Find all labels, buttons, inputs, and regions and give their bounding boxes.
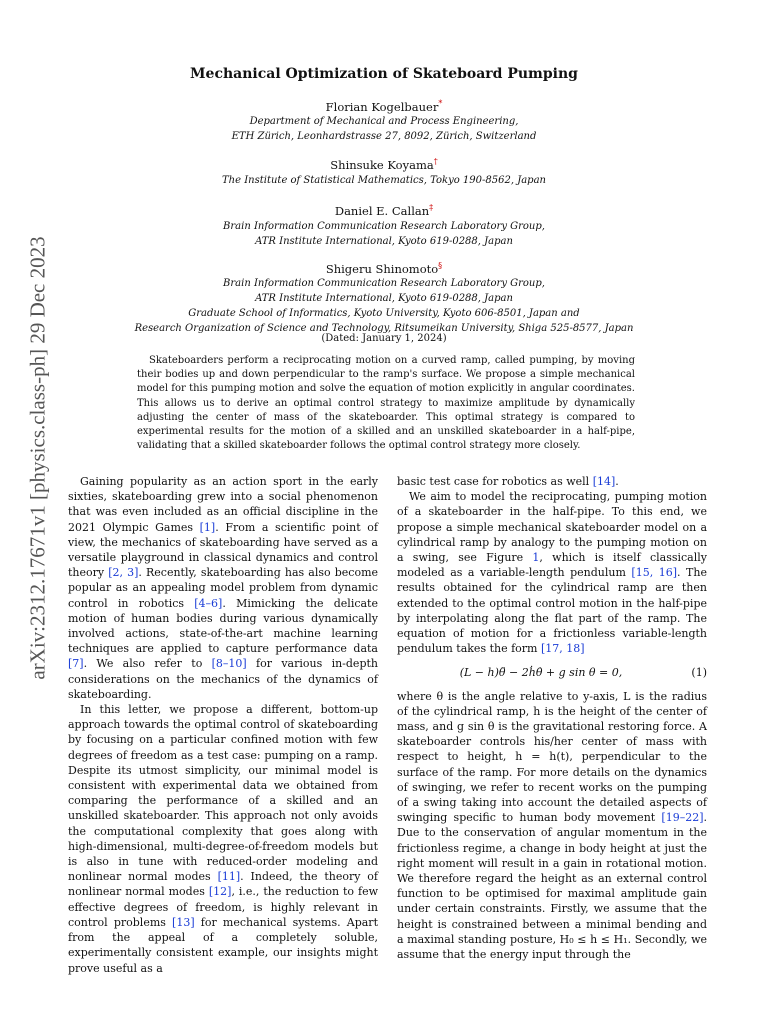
affiliation-4 <box>0 276 768 336</box>
author-4 <box>0 261 768 276</box>
text-run: . Indeed, the theory of nonlinear normal modes <box>68 870 378 899</box>
citation-link[interactable]: [7] <box>68 657 84 671</box>
paragraph <box>397 489 707 656</box>
paragraph <box>397 474 707 489</box>
citation-link[interactable]: [19–22] <box>661 811 704 825</box>
affiliation-line: The Institute of Statistical Mathematics, Tokyo 190-8562, Japan <box>222 175 546 186</box>
affiliation-line: ETH Zürich, Leonhardstrasse 27, 8092, Zürich, Switzerland <box>231 131 537 142</box>
affiliation-line: Brain Information Communication Research Laboratory Group, <box>223 278 545 289</box>
text-run: . From a scientific point of view, the mechanics of skateboarding have served as a versatile playground in classical dynamics and control theory <box>68 520 378 580</box>
affiliation-2 <box>0 173 768 188</box>
abstract-text: Skateboarders perform a reciprocating motion on a curved ramp, called pumping, by moving their bodies up and down perpendicular to the ramp's surface. We propose a simple mechanical model for this pumping motion and solve the equation of motion explicitly in angular coordinates. This allows us to derive an optimal control strategy to maximize amplitude by dynamically adjusting the center of mass of the skateboarder. This optimal strategy is compared to experimental results for the motion of a skilled and an unskilled skateboarder in a half-pipe, validating that a skilled skateboarder follows the optimal control strategy more closely. <box>137 355 635 452</box>
affiliation-line: ATR Institute International, Kyoto 619-0288, Japan <box>255 293 513 304</box>
text-run: , which is itself classically modeled as a variable-length pendulum <box>397 551 707 580</box>
text-run: Gaining popularity as an action sport in the early sixties, skateboarding grew into a social phenomenon that was even included as an official discipline in the 2021 Olympic Games <box>68 475 378 534</box>
citation-link[interactable]: [2, 3] <box>108 566 139 580</box>
paragraph <box>397 689 707 963</box>
citation-link[interactable]: [11] <box>217 870 241 884</box>
author-mark: † <box>433 157 438 166</box>
text-run: We aim to model the reciprocating, pumping motion of a skateboarder in the half-pipe. To this end, we propose a simple mechanical skateboarder model on a cylindrical ramp by analogy to the pumping motion on a swing, see Figure <box>397 490 707 565</box>
citation-link[interactable]: [4–6] <box>194 596 223 610</box>
text-run: . <box>615 475 619 488</box>
author-2 <box>0 157 768 172</box>
citation-link[interactable]: [1] <box>199 520 216 534</box>
text-run: . The results obtained for the cylindrical ramp are then extended to the optimal control motion in the half-pipe by interpolating along the flat part of the ramp. The equation of motion for a frictionless variable-length pendulum takes the form <box>397 566 707 656</box>
affiliation-1 <box>0 114 768 144</box>
citation-link[interactable]: [14] <box>592 475 616 488</box>
author-mark: * <box>438 99 443 108</box>
author-3 <box>0 203 768 218</box>
text-run: , i.e., the reduction to few effective degrees of freedom, is highly relevant in control problems <box>68 885 378 929</box>
author-mark: ‡ <box>429 203 434 212</box>
paper-title: Mechanical Optimization of Skateboard Pumping <box>190 66 578 82</box>
affiliation-3 <box>0 219 768 249</box>
affiliation-line: Research Organization of Science and Technology, Ritsumeikan University, Shiga 525-8577, Japan <box>134 323 634 334</box>
paragraph <box>68 702 378 976</box>
author-name: Shigeru Shinomoto <box>325 261 439 276</box>
affiliation-line: ATR Institute International, Kyoto 619-0288, Japan <box>255 236 513 247</box>
author-mark: § <box>438 261 443 270</box>
equation-1 <box>397 665 707 680</box>
paragraph <box>68 474 378 702</box>
abstract <box>137 354 635 453</box>
citation-link[interactable]: [13] <box>172 915 195 929</box>
affiliation-line: Brain Information Communication Research Laboratory Group, <box>223 221 545 232</box>
text-run: In this letter, we propose a different, bottom-up approach towards the optimal control of skateboarding by focusing on a particular confined motion with few degrees of freedom as a test case: pumping on a ramp. Despite its utmost simplicity, our minimal model is consistent with experimental data we obtained from comparing the performance of a skilled and an unskilled skateboarder. This approach not only avoids the computational complexity that goes along with high-dimensional, multi-degree-of-freedom models but is also in tune with reduced-order modeling and nonlinear normal modes <box>68 703 378 884</box>
equation-number: (1) <box>691 666 707 680</box>
citation-link[interactable]: [17, 18] <box>540 642 585 656</box>
date-line: (Dated: January 1, 2024) <box>321 333 447 344</box>
author-name: Shinsuke Koyama <box>330 157 434 172</box>
text-run: for various in-depth considerations on the mechanics of the dynamics of skateboarding. <box>68 657 378 701</box>
text-run: . Due to the conservation of angular momentum in the frictionless regime, a change in body height at just the right moment will result in a gain in rotational motion. We therefore regard the height as an external control function to be optimised for maximal amplitude gain under certain constraints. Firstly, we assume that the height is constrained between a minimal bending and a maximal standing posture, H₀ ≤ h ≤ H₁. Secondly, we assume that the energy input through the <box>397 811 707 962</box>
author-name: Florian Kogelbauer <box>325 99 439 114</box>
author-1 <box>0 99 768 114</box>
text-run: where θ is the angle relative to y-axis, L is the radius of the cylindrical ramp, h is the height of the center of mass, and g sin θ is the gravitational restoring force. A skateboarder controls his/her center of mass with respect to height, h = h(t), perpendicular to the surface of the ramp. For more details on the dynamics of swinging, we refer to recent works on the pumping of a swing taking into account the detailed aspects of swinging specific to human body movement <box>397 689 707 825</box>
arxiv-id: arXiv:2312.17671v1 [physics.class-ph] 29 Dec 2023 <box>25 236 50 680</box>
text-run: . Mimicking the delicate motion of human bodies during various dynamically involved actions, state-of-the-art machine learning techniques are applied to capture performance data <box>68 596 378 656</box>
citation-link[interactable]: [8–10] <box>211 657 247 671</box>
body-column-right <box>397 474 707 962</box>
citation-link[interactable]: [15, 16] <box>631 566 678 580</box>
text-run: basic test case for robotics as well <box>397 475 593 488</box>
figure-link[interactable]: 1 <box>532 551 540 565</box>
text-run: . We also refer to <box>83 657 212 671</box>
body-column-left <box>68 474 378 976</box>
author-name: Daniel E. Callan <box>334 203 430 218</box>
affiliation-line: Department of Mechanical and Process Engineering, <box>249 116 519 127</box>
text-run: . Recently, skateboarding has also become popular as an appealing model problem from dynamic control in robotics <box>68 566 379 610</box>
citation-link[interactable]: [12] <box>208 885 232 899</box>
equation-body: (L − h)θ̈ − 2ḣθ̇ + g sin θ = 0, <box>459 666 623 680</box>
affiliation-line: Graduate School of Informatics, Kyoto University, Kyoto 606-8501, Japan and <box>188 308 580 319</box>
text-run: for mechanical systems. Apart from the appeal of a completely soluble, experimentally consistent example, our insights might prove useful as a <box>68 915 378 975</box>
